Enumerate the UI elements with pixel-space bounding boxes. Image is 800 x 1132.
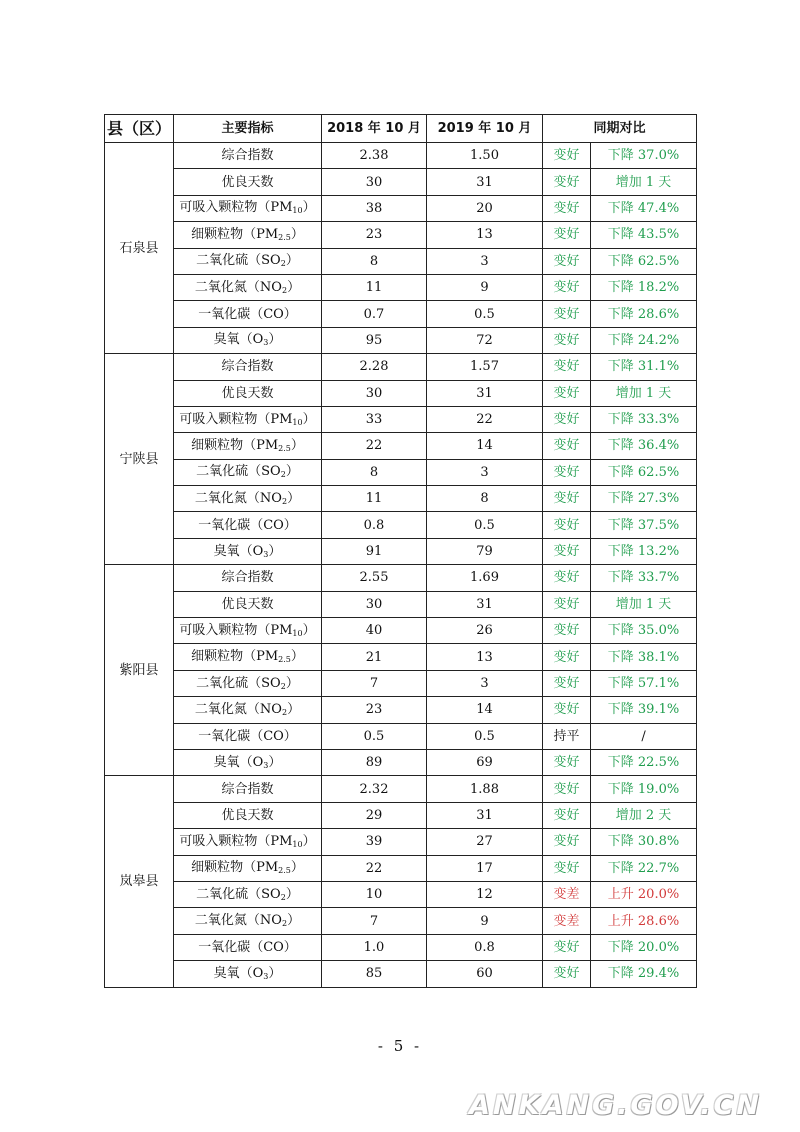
indicator-subscript: 2 <box>280 470 286 480</box>
indicator-label: 二氧化氮（NO <box>194 279 282 295</box>
indicator-label: 优良天数 <box>221 174 274 190</box>
indicator-cell <box>174 274 322 300</box>
status-cell: 变好 <box>543 248 591 274</box>
status-cell: 变好 <box>543 934 591 960</box>
status-cell: 变好 <box>543 274 591 300</box>
change-cell: 下降 38.1% <box>591 644 697 670</box>
value-2019: 14 <box>427 697 543 723</box>
status-cell: 变好 <box>543 829 591 855</box>
indicator-suffix: ） <box>302 411 316 427</box>
indicator-label: 细颗粒物（PM <box>191 437 279 453</box>
change-cell: 下降 39.1% <box>591 697 697 723</box>
table-row <box>105 618 697 644</box>
change-cell: 下降 35.0% <box>591 618 697 644</box>
indicator-cell <box>174 802 322 828</box>
change-cell: / <box>591 723 697 749</box>
value-2018: 95 <box>322 327 427 353</box>
indicator-subscript: 2 <box>280 681 286 691</box>
value-2019: 1.50 <box>427 143 543 169</box>
status-cell: 持平 <box>543 723 591 749</box>
indicator-label: 综合指数 <box>221 359 274 375</box>
indicator-cell <box>174 591 322 617</box>
change-cell: 下降 37.0% <box>591 143 697 169</box>
table-row <box>105 512 697 538</box>
value-2018: 22 <box>322 855 427 881</box>
value-2019: 3 <box>427 459 543 485</box>
value-2019: 31 <box>427 169 543 195</box>
value-2018: 11 <box>322 486 427 512</box>
indicator-label: 可吸入颗粒物（PM <box>179 200 293 216</box>
indicator-cell <box>174 433 322 459</box>
county-name: 岚皋县 <box>105 776 174 987</box>
indicator-label: 臭氧（O <box>213 543 264 559</box>
status-cell: 变好 <box>543 618 591 644</box>
indicator-label: 一氧化碳（CO） <box>198 939 297 955</box>
indicator-suffix: ） <box>290 437 304 453</box>
indicator-subscript: 2 <box>280 259 286 269</box>
indicator-subscript: 3 <box>263 338 269 348</box>
value-2018: 23 <box>322 222 427 248</box>
value-2018: 40 <box>322 618 427 644</box>
indicator-label: 二氧化硫（SO <box>196 464 281 480</box>
header-2019: 2019 年 10 月 <box>427 115 543 143</box>
indicator-subscript: 2 <box>281 919 288 929</box>
indicator-label: 优良天数 <box>221 596 274 612</box>
site-watermark: ANKANG.GOV.CN <box>469 1090 762 1121</box>
value-2019: 1.57 <box>427 354 543 380</box>
indicator-subscript: 2.5 <box>278 232 291 242</box>
table-row <box>105 776 697 802</box>
indicator-label: 综合指数 <box>221 148 274 164</box>
indicator-subscript: 2 <box>280 892 286 902</box>
status-cell: 变好 <box>543 512 591 538</box>
status-cell: 变好 <box>543 354 591 380</box>
change-cell: 下降 13.2% <box>591 538 697 564</box>
change-cell: 下降 22.5% <box>591 749 697 775</box>
indicator-label: 优良天数 <box>221 385 274 401</box>
indicator-subscript: 2.5 <box>278 655 291 665</box>
indicator-cell <box>174 723 322 749</box>
indicator-label: 臭氧（O <box>213 754 264 770</box>
indicator-cell <box>174 670 322 696</box>
indicator-label: 二氧化氮（NO <box>194 913 282 929</box>
header-county: 县（区） <box>105 115 174 143</box>
value-2018: 2.32 <box>322 776 427 802</box>
value-2018: 85 <box>322 961 427 987</box>
indicator-suffix: ） <box>268 754 282 770</box>
indicator-suffix: ） <box>287 701 301 717</box>
table-row <box>105 591 697 617</box>
indicator-suffix: ） <box>287 913 301 929</box>
indicator-cell <box>174 776 322 802</box>
change-cell: 增加 1 天 <box>591 169 697 195</box>
table-row <box>105 301 697 327</box>
indicator-cell <box>174 459 322 485</box>
indicator-cell <box>174 380 322 406</box>
status-cell: 变好 <box>543 565 591 591</box>
indicator-cell <box>174 486 322 512</box>
status-cell: 变好 <box>543 486 591 512</box>
indicator-cell <box>174 222 322 248</box>
indicator-cell <box>174 248 322 274</box>
value-2019: 0.5 <box>427 301 543 327</box>
indicator-cell <box>174 327 322 353</box>
status-cell: 变好 <box>543 961 591 987</box>
status-cell: 变差 <box>543 908 591 934</box>
table-row <box>105 195 697 221</box>
indicator-subscript: 2 <box>281 285 288 295</box>
change-cell: 下降 18.2% <box>591 274 697 300</box>
status-cell: 变好 <box>543 380 591 406</box>
value-2019: 1.88 <box>427 776 543 802</box>
table-body <box>105 143 697 988</box>
value-2018: 10 <box>322 881 427 907</box>
indicator-subscript: 2 <box>281 496 288 506</box>
status-cell: 变好 <box>543 169 591 195</box>
status-cell: 变好 <box>543 670 591 696</box>
change-cell: 下降 22.7% <box>591 855 697 881</box>
value-2019: 27 <box>427 829 543 855</box>
table-row <box>105 855 697 881</box>
table-row <box>105 433 697 459</box>
status-cell: 变好 <box>543 697 591 723</box>
air-quality-table <box>104 114 697 988</box>
value-2018: 22 <box>322 433 427 459</box>
value-2018: 38 <box>322 195 427 221</box>
county-name: 紫阳县 <box>105 565 174 776</box>
value-2019: 13 <box>427 644 543 670</box>
table-header-row <box>105 115 697 143</box>
change-cell: 增加 1 天 <box>591 591 697 617</box>
indicator-cell <box>174 618 322 644</box>
change-cell: 下降 33.3% <box>591 406 697 432</box>
indicator-label: 可吸入颗粒物（PM <box>179 411 293 427</box>
change-cell: 下降 47.4% <box>591 195 697 221</box>
indicator-label: 臭氧（O <box>213 332 264 348</box>
change-cell: 下降 37.5% <box>591 512 697 538</box>
indicator-cell <box>174 169 322 195</box>
indicator-label: 可吸入颗粒物（PM <box>179 833 293 849</box>
value-2019: 8 <box>427 486 543 512</box>
value-2018: 7 <box>322 670 427 696</box>
indicator-cell <box>174 512 322 538</box>
indicator-label: 二氧化氮（NO <box>194 701 282 717</box>
value-2018: 30 <box>322 380 427 406</box>
indicator-label: 臭氧（O <box>213 965 264 981</box>
change-cell: 下降 24.2% <box>591 327 697 353</box>
value-2018: 2.55 <box>322 565 427 591</box>
indicator-subscript: 10 <box>292 839 303 849</box>
indicator-cell <box>174 749 322 775</box>
indicator-cell <box>174 143 322 169</box>
indicator-label: 细颗粒物（PM <box>191 226 279 242</box>
table-row <box>105 354 697 380</box>
indicator-suffix: ） <box>302 622 316 638</box>
value-2019: 17 <box>427 855 543 881</box>
table-row <box>105 829 697 855</box>
value-2019: 0.5 <box>427 512 543 538</box>
indicator-cell <box>174 644 322 670</box>
indicator-label: 二氧化硫（SO <box>196 675 281 691</box>
indicator-suffix: ） <box>268 332 282 348</box>
table-row <box>105 565 697 591</box>
indicator-label: 一氧化碳（CO） <box>198 517 297 533</box>
status-cell: 变好 <box>543 644 591 670</box>
value-2019: 3 <box>427 670 543 696</box>
value-2019: 9 <box>427 274 543 300</box>
indicator-suffix: ） <box>290 649 304 665</box>
header-indicator: 主要指标 <box>174 115 322 143</box>
status-cell: 变好 <box>543 222 591 248</box>
indicator-suffix: ） <box>285 886 299 902</box>
header-2018: 2018 年 10 月 <box>322 115 427 143</box>
value-2019: 1.69 <box>427 565 543 591</box>
indicator-subscript: 3 <box>263 760 269 770</box>
status-cell: 变好 <box>543 459 591 485</box>
change-cell: 上升 20.0% <box>591 881 697 907</box>
status-cell: 变好 <box>543 195 591 221</box>
value-2019: 26 <box>427 618 543 644</box>
status-cell: 变好 <box>543 301 591 327</box>
value-2019: 13 <box>427 222 543 248</box>
value-2019: 72 <box>427 327 543 353</box>
value-2018: 2.38 <box>322 143 427 169</box>
indicator-subscript: 10 <box>292 206 303 216</box>
indicator-subscript: 10 <box>292 628 303 638</box>
change-cell: 下降 62.5% <box>591 248 697 274</box>
change-cell: 下降 57.1% <box>591 670 697 696</box>
status-cell: 变好 <box>543 143 591 169</box>
status-cell: 变好 <box>543 749 591 775</box>
table-row <box>105 406 697 432</box>
table-row <box>105 697 697 723</box>
status-cell: 变好 <box>543 538 591 564</box>
indicator-cell <box>174 697 322 723</box>
status-cell: 变好 <box>543 433 591 459</box>
county-name: 宁陕县 <box>105 354 174 565</box>
indicator-cell <box>174 301 322 327</box>
table-row <box>105 380 697 406</box>
indicator-cell <box>174 934 322 960</box>
indicator-suffix: ） <box>302 833 316 849</box>
indicator-cell <box>174 195 322 221</box>
value-2019: 22 <box>427 406 543 432</box>
table-row <box>105 723 697 749</box>
value-2019: 14 <box>427 433 543 459</box>
value-2019: 3 <box>427 248 543 274</box>
value-2019: 0.5 <box>427 723 543 749</box>
value-2018: 23 <box>322 697 427 723</box>
header-comparison: 同期对比 <box>543 115 697 143</box>
change-cell: 增加 2 天 <box>591 802 697 828</box>
value-2018: 33 <box>322 406 427 432</box>
status-cell: 变好 <box>543 776 591 802</box>
change-cell: 下降 62.5% <box>591 459 697 485</box>
value-2019: 69 <box>427 749 543 775</box>
value-2019: 9 <box>427 908 543 934</box>
table-row <box>105 222 697 248</box>
change-cell: 增加 1 天 <box>591 380 697 406</box>
change-cell: 上升 28.6% <box>591 908 697 934</box>
indicator-cell <box>174 406 322 432</box>
value-2018: 7 <box>322 908 427 934</box>
table-row <box>105 934 697 960</box>
indicator-subscript: 10 <box>292 417 303 427</box>
table-row <box>105 749 697 775</box>
table-row <box>105 644 697 670</box>
value-2018: 30 <box>322 591 427 617</box>
indicator-cell <box>174 961 322 987</box>
indicator-subscript: 2.5 <box>278 443 291 453</box>
indicator-subscript: 2 <box>281 707 288 717</box>
indicator-suffix: ） <box>268 543 282 559</box>
county-name: 石泉县 <box>105 143 174 354</box>
indicator-label: 一氧化碳（CO） <box>198 728 297 744</box>
indicator-cell <box>174 565 322 591</box>
indicator-label: 综合指数 <box>221 570 274 586</box>
change-cell: 下降 28.6% <box>591 301 697 327</box>
table-row <box>105 274 697 300</box>
indicator-cell <box>174 538 322 564</box>
value-2018: 89 <box>322 749 427 775</box>
value-2018: 0.8 <box>322 512 427 538</box>
value-2019: 20 <box>427 195 543 221</box>
value-2018: 11 <box>322 274 427 300</box>
indicator-label: 优良天数 <box>221 807 274 823</box>
table-row <box>105 908 697 934</box>
change-cell: 下降 43.5% <box>591 222 697 248</box>
value-2019: 31 <box>427 380 543 406</box>
status-cell: 变好 <box>543 591 591 617</box>
indicator-label: 二氧化硫（SO <box>196 886 281 902</box>
indicator-label: 细颗粒物（PM <box>191 649 279 665</box>
table-row <box>105 143 697 169</box>
indicator-subscript: 3 <box>263 549 269 559</box>
change-cell: 下降 30.8% <box>591 829 697 855</box>
page-number: - 5 - <box>377 1037 423 1055</box>
indicator-cell <box>174 354 322 380</box>
value-2018: 30 <box>322 169 427 195</box>
indicator-cell <box>174 829 322 855</box>
indicator-suffix: ） <box>268 965 282 981</box>
indicator-label: 二氧化氮（NO <box>194 490 282 506</box>
indicator-label: 可吸入颗粒物（PM <box>179 622 293 638</box>
indicator-suffix: ） <box>302 200 316 216</box>
status-cell: 变差 <box>543 881 591 907</box>
value-2018: 2.28 <box>322 354 427 380</box>
value-2018: 29 <box>322 802 427 828</box>
table-row <box>105 327 697 353</box>
value-2018: 1.0 <box>322 934 427 960</box>
table-row <box>105 538 697 564</box>
change-cell: 下降 19.0% <box>591 776 697 802</box>
table-row <box>105 881 697 907</box>
indicator-label: 细颗粒物（PM <box>191 860 279 876</box>
indicator-cell <box>174 908 322 934</box>
indicator-subscript: 3 <box>263 971 269 981</box>
value-2019: 12 <box>427 881 543 907</box>
indicator-cell <box>174 855 322 881</box>
value-2019: 31 <box>427 591 543 617</box>
value-2018: 0.7 <box>322 301 427 327</box>
table-row <box>105 459 697 485</box>
status-cell: 变好 <box>543 327 591 353</box>
status-cell: 变好 <box>543 406 591 432</box>
table-row <box>105 169 697 195</box>
value-2018: 39 <box>322 829 427 855</box>
indicator-suffix: ） <box>285 253 299 269</box>
indicator-suffix: ） <box>285 675 299 691</box>
value-2019: 60 <box>427 961 543 987</box>
table-row <box>105 486 697 512</box>
value-2019: 31 <box>427 802 543 828</box>
indicator-label: 二氧化硫（SO <box>196 253 281 269</box>
status-cell: 变好 <box>543 802 591 828</box>
change-cell: 下降 27.3% <box>591 486 697 512</box>
value-2018: 91 <box>322 538 427 564</box>
value-2019: 0.8 <box>427 934 543 960</box>
value-2019: 79 <box>427 538 543 564</box>
table-row <box>105 248 697 274</box>
indicator-cell <box>174 881 322 907</box>
value-2018: 8 <box>322 248 427 274</box>
table-row <box>105 670 697 696</box>
value-2018: 8 <box>322 459 427 485</box>
value-2018: 21 <box>322 644 427 670</box>
indicator-suffix: ） <box>290 226 304 242</box>
change-cell: 下降 31.1% <box>591 354 697 380</box>
indicator-suffix: ） <box>290 860 304 876</box>
indicator-suffix: ） <box>287 490 301 506</box>
change-cell: 下降 20.0% <box>591 934 697 960</box>
value-2018: 0.5 <box>322 723 427 749</box>
indicator-suffix: ） <box>287 279 301 295</box>
table-row <box>105 961 697 987</box>
change-cell: 下降 29.4% <box>591 961 697 987</box>
indicator-suffix: ） <box>285 464 299 480</box>
change-cell: 下降 33.7% <box>591 565 697 591</box>
indicator-label: 一氧化碳（CO） <box>198 306 297 322</box>
change-cell: 下降 36.4% <box>591 433 697 459</box>
status-cell: 变好 <box>543 855 591 881</box>
indicator-subscript: 2.5 <box>278 866 291 876</box>
indicator-label: 综合指数 <box>221 781 274 797</box>
table-row <box>105 802 697 828</box>
